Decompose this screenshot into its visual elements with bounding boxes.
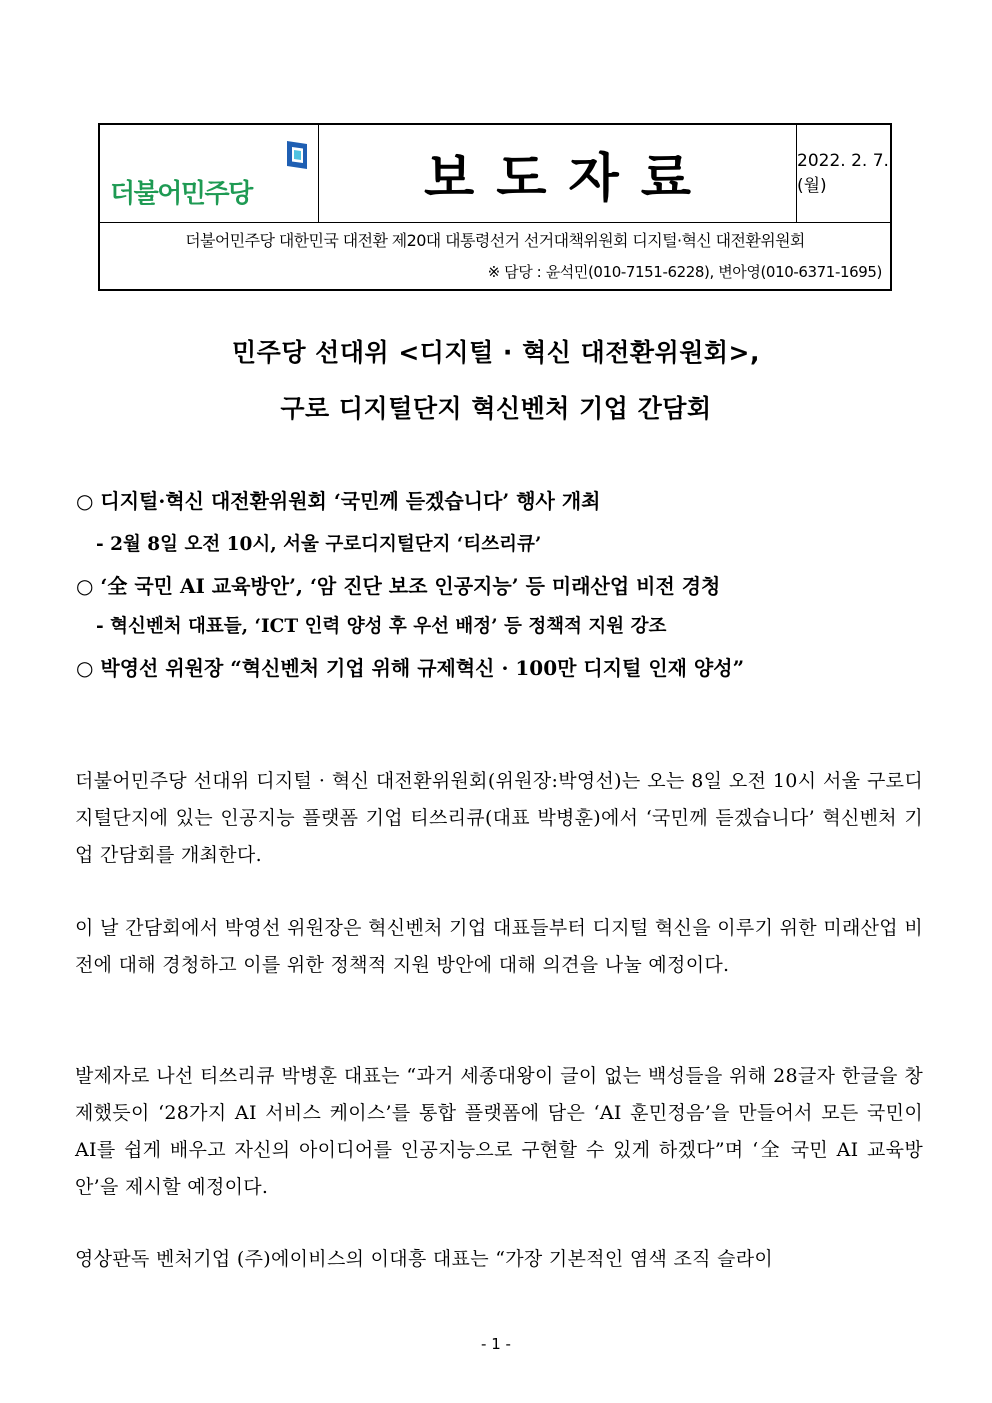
summary-bullet: ○ 디지털·혁신 대전환위원회 ‘국민께 듣겠습니다’ 행사 개최 (76, 489, 601, 513)
body-paragraph: 이 날 간담회에서 박영선 위원장은 혁신벤처 기업 대표들부터 디지털 혁신을 이루기 위한 미래산업 비전에 대해 경청하고 이를 위한 정책적 지원 방안에 대해 의견을 나눌 예정이다. (75, 917, 923, 976)
header-top-row (100, 125, 890, 223)
summary-bullet: ○ ‘全 국민 AI 교육방안’, ‘암 진단 보조 인공지능’ 등 미래산업 비전 경청 (76, 574, 721, 598)
body-paragraph: 더불어민주당 선대위 디지털 · 혁신 대전환위원회(위원장:박영선)는 오는 8일 오전 10시 서울 구로디지털단지에 있는 인공지능 플랫폼 기업 티쓰리큐(대표 박병훈)에서 ‘국민께 듣겠습니다’ 혁신벤처 기업 간담회를 개최한다. (75, 770, 923, 866)
party-logo-icon (284, 139, 310, 173)
headline-line-1: 민주당 선대위 <디지털 · 혁신 대전환위원회>, (232, 338, 760, 367)
body-paragraph: 발제자로 나선 티쓰리큐 박병훈 대표는 “과거 세종대왕이 글이 없는 백성들을 위해 28글자 한글을 창제했듯이 ‘28가지 AI 서비스 케이스’를 통합 플랫폼에 담은 ‘AI 훈민정음’을 만들어서 모든 국민이 AI를 쉽게 배우고 자신의 아이디어를 인공지능으로 구현할 수 있게 하겠다”며 ‘全 국민 AI 교육방안’을 제시할 예정이다. (75, 1065, 923, 1198)
press-release-header (98, 123, 892, 291)
party-logo-cell (100, 125, 319, 222)
press-release-title-cell (319, 125, 797, 222)
summary-bullet: ○ 박영선 위원장 “혁신벤처 기업 위해 규제혁신 · 100만 디지털 인재 양성” (76, 656, 745, 680)
party-logo-text: 더불어민주당 (110, 179, 252, 209)
release-date: 2022. 2. 7. (월) (797, 151, 889, 196)
page-number: - 1 - (481, 1335, 511, 1353)
organization-name: 더불어민주당 대한민국 대전환 제20대 대통령선거 선거대책위원회 디지털·혁신 대전환위원회 (185, 231, 805, 250)
summary-sub-bullet: - 혁신벤처 대표들, ‘ICT 인력 양성 후 우선 배정’ 등 정책적 지원 강조 (96, 616, 667, 637)
summary-sub-bullet: - 2월 8일 오전 10시, 서울 구로디지털단지 ‘티쓰리큐’ (96, 534, 542, 555)
headline-line-2: 구로 디지털단지 혁신벤처 기업 간담회 (280, 394, 712, 423)
body-paragraph: 영상판독 벤처기업 (주)에이비스의 이대흥 대표는 “가장 기본적인 염색 조직 슬라이 (75, 1248, 774, 1270)
contact-info: ※ 담당 : 윤석민(010-7151-6228), 변아영(010-6371-1695) (487, 263, 882, 281)
press-release-title: 보도자료 (424, 149, 713, 209)
